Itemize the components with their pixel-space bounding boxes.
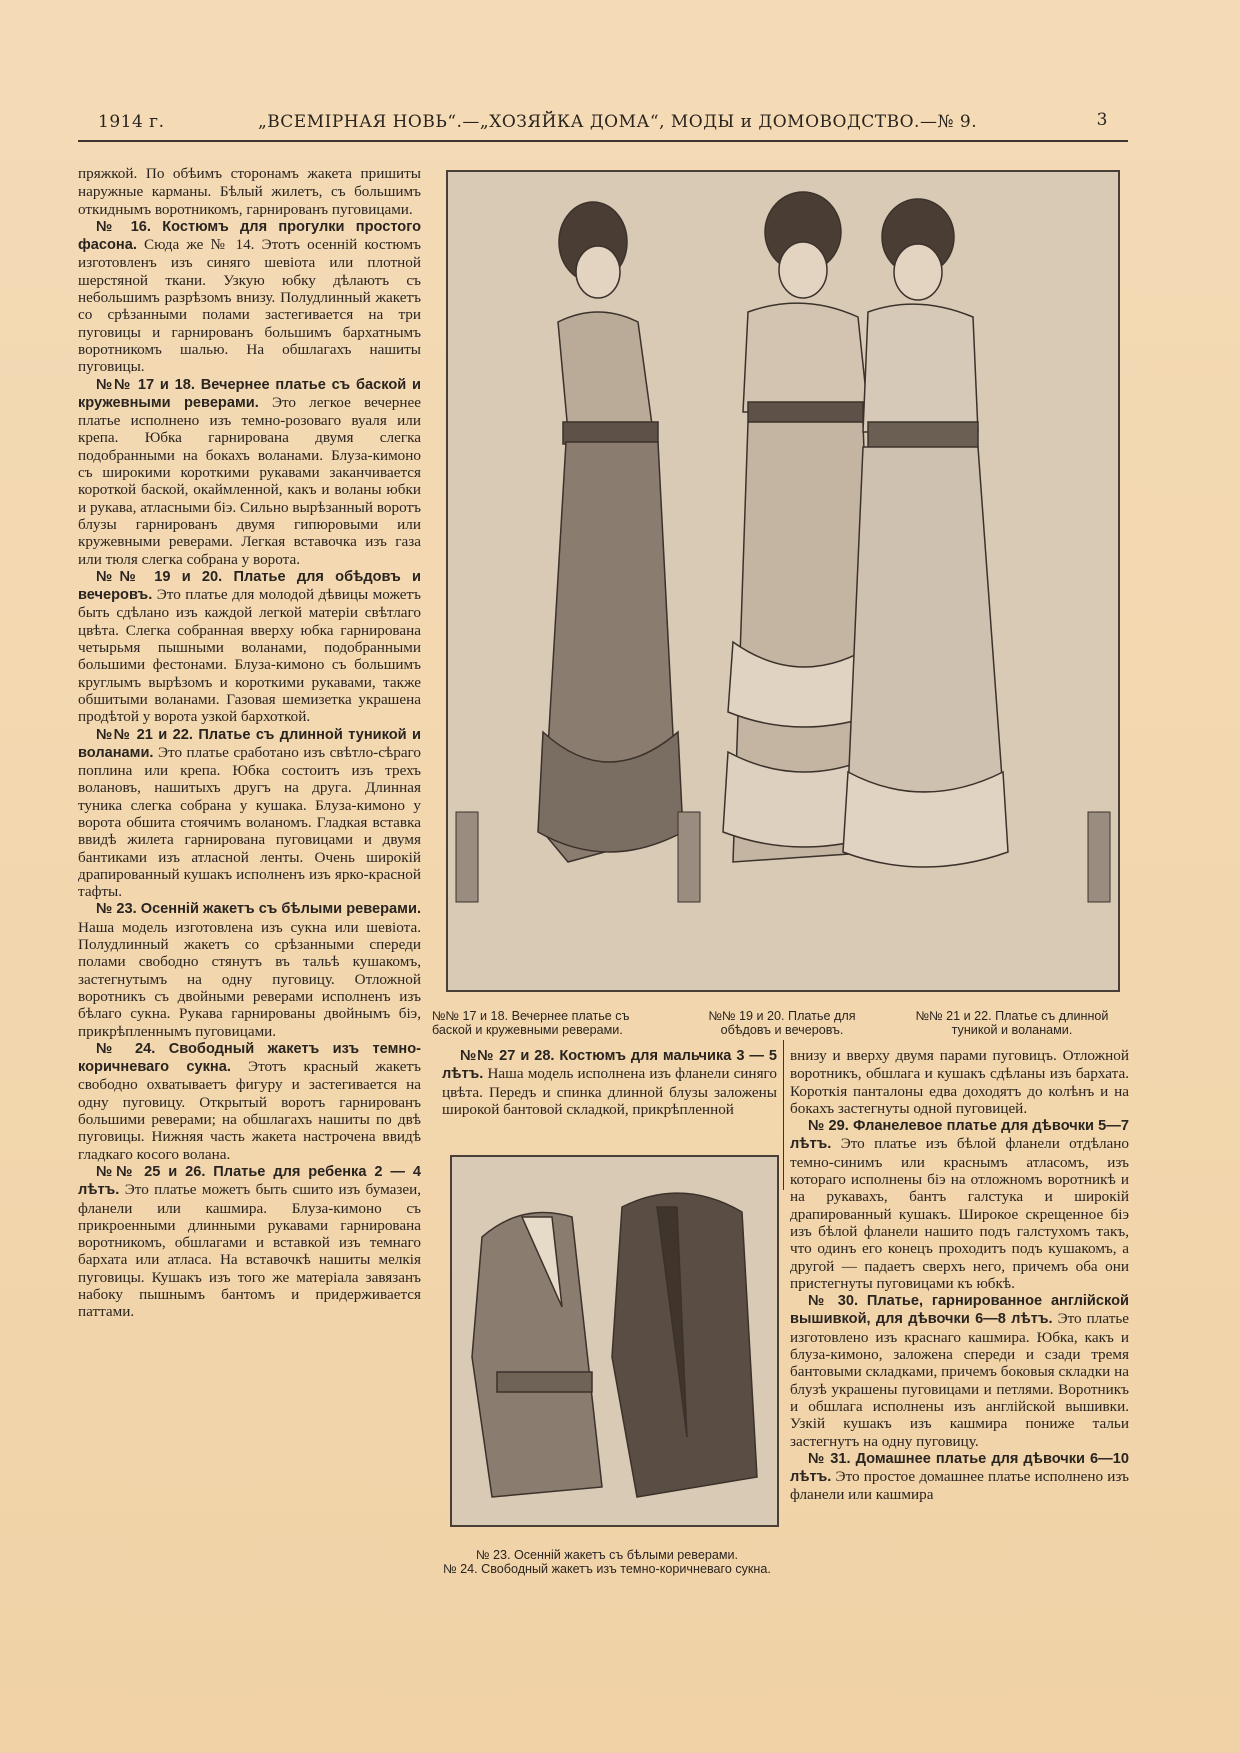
caption-23-line: № 23. Осенній жакетъ съ бѣлыми реверами. <box>475 1548 739 1562</box>
article-paragraph: №№ 19 и 20. Платье для обѣдовъ и вечеровъ. Это платье для молодой дѣвицы можетъ быть сдѣлано изъ каждой легкой матеріи свѣтлаго цвѣта. Слегка собранная вверху юбка гарнирована четырьмя пышными воланами, подобранными большими фестонами. Блуза-кимоно съ большимъ круглымъ вырѣзомъ и короткими рукавами, также обшитыми воланами. Газовая шемизетка украшена продѣтой у ворота узкой бархоткой. <box>78 568 421 726</box>
page-number: 3 <box>1096 110 1108 130</box>
page-header <box>78 108 1128 140</box>
column-divider <box>783 1040 784 1190</box>
article-paragraph: № 29. Фланелевое платье для дѣвочки 5—7 лѣтъ. Это платье изъ бѣлой фланели отдѣлано темно-синимъ или краснымъ атласомъ, изъ котораго исполнены біэ на отложномъ воротникѣ и на рукавахъ, бантъ галстука и широкій драпированный кушакъ. Широкое скрещенное біэ изъ бѣлой фланели нашито подъ галстухомъ такъ, что одинъ его конецъ проходитъ подъ кушакомъ, а другой — падаетъ сверхъ него, причемъ оба они пристегнуты пуговицами къ юбкѣ. <box>790 1118 1129 1292</box>
dresses-engraving <box>448 172 1118 990</box>
article-paragraph: № 30. Платье, гарнированное англійской вышивкой, для дѣвочки 6—8 лѣтъ. Это платье изготовлено изъ краснаго кашмира. Юбка, какъ и блуза-кимоно, заложена спереди и сзади тремя бантовыми складками, причемъ боковыя складки на блузѣ украшены пуговицами и петлями. Воротникъ и обшлага исполнены изъ англійской вышивки. Узкій кушакъ изъ кашмира пониже тальи застегнутъ на одну пуговицу. <box>790 1293 1130 1450</box>
article-paragraph: №№ 27 и 28. Костюмъ для мальчика 3 — 5 лѣтъ. Наша модель исполнена изъ фланели синяго цвѣта. Передъ и спинка длинной блузы заложены широкой бантовой складкой, прикрѣпленной <box>442 1048 777 1118</box>
caption-23-24 <box>432 1548 782 1576</box>
caption-17-18: №№ 17 и 18. Вечернее платье съ баской и кружевными реверами. <box>432 1009 630 1037</box>
header-rule <box>78 140 1128 142</box>
left-column <box>78 165 421 1321</box>
caption-24-line: № 24. Свободный жакетъ изъ темно-коричневаго сукна. <box>443 1562 771 1576</box>
jackets-illustration <box>450 1155 779 1527</box>
article-paragraph: №№ 21 и 22. Платье съ длинной туникой и воланами. Это платье сработано изъ свѣтло-сѣраго поплина или крепа. Юбка состоитъ изъ трехъ волановъ, нашитыхъ другъ на друга. Длинная туника слегка собрана у кушака. Блуза-кимоно у ворота обшита стоячимъ воланомъ. Гладкая вставка ввидѣ жилета гарнирована пуговицами и двумя бантиками изъ атласной ленты. Очень широкій драпированный кушакъ исполненъ изъ ярко-красной тафты. <box>78 726 422 901</box>
article-paragraph: №№ 17 и 18. Вечернее платье съ баской и кружевными реверами. Это легкое вечернее платье исполнено изъ темно-розоваго вуаля или крепа. Юбка гарнирована двумя слегка подобранными на бокахъ воланами. Блуза-кимоно съ широкими короткими рукавами заканчивается короткой баской, окаймленной, какъ и воланы юбки и рукава, атласными біэ. Сильно вырѣзанный воротъ блузы гарнированъ двумя гипюровыми или кружевными реверами. Легкая вставочка изъ газа или тюля слегка собрана у ворота. <box>78 376 422 568</box>
jackets-engraving <box>452 1157 777 1525</box>
article-paragraph: № 24. Свободный жакетъ изъ темно-коричневаго сукна. Этотъ красный жакетъ свободно охватываетъ фигуру и застегивается на одну пуговицу. Открытый воротъ гарнированъ большими реверами; на обшлагахъ нашиты по двѣ пуговицы. Нижняя часть жакета настрочена ввидѣ гладкаго косого волана. <box>78 1040 422 1163</box>
right-column <box>790 1047 1129 1504</box>
caption-19-20: №№ 19 и 20. Платье для обѣдовъ и вечеровъ. <box>708 1009 856 1037</box>
article-paragraph: № 16. Костюмъ для прогулки простого фасона. Сюда же № 14. Этотъ осенній костюмъ изготовленъ изъ синяго шевіота или плотной шерстяной ткани. Узкую юбку дѣлаютъ съ небольшимъ разрѣзомъ внизу. Полудлинный жакетъ со срѣзанными полами застегивается на три пуговицы и гарнированъ большимъ бархатнымъ воротникомъ шалью. На обшлагахъ нашиты пуговицы. <box>78 218 422 376</box>
evening-dresses-illustration <box>446 170 1120 992</box>
article-paragraph: №№ 25 и 26. Платье для ребенка 2 — 4 лѣтъ. Это платье можетъ быть сшито изъ бумазеи, фланели или кашмира. Блуза-кимоно съ прикроенными длинными рукавами гарнирована воротникомъ, обшлагами и вставкой изъ темнаго бархата или атласа. На вставочкѣ нашиты мелкія пуговицы. Кушакъ изъ того же матеріала завязанъ набоку пышнымъ бантомъ и придерживается паттами. <box>78 1163 422 1321</box>
jacket-24 <box>612 1193 757 1497</box>
middle-column <box>442 1047 777 1118</box>
article-paragraph: внизу и вверху двумя парами пуговицъ. Отложной воротникъ, обшлага и кушакъ сдѣланы изъ бархата. Короткія панталоны едва доходятъ до колѣнъ и на бокахъ застегнуты одной пуговицей. <box>790 1047 1129 1117</box>
article-paragraph: № 23. Осенній жакетъ съ бѣлыми реверами. Наша модель изготовлена изъ сукна или шевіота. Полудлинный жакетъ со срѣзанными спереди полами свободно стянутъ въ тальѣ кушакомъ, застегнутымъ на одну пуговицу. Отложной воротникъ съ двойными реверами исполненъ изъ бѣлаго сукна. Рукава гарнированы двойнымъ біэ, прикрѣпленнымъ пуговицами. <box>78 901 421 1040</box>
article-paragraph: пряжкой. По обѣимъ сторонамъ жакета пришиты наружные карманы. Бѣлый жилетъ, съ большимъ откиднымъ воротникомъ, гарнированъ пуговицами. <box>78 165 421 218</box>
article-paragraph: № 31. Домашнее платье для дѣвочки 6—10 лѣтъ. Это простое домашнее платье исполнено изъ фланели или кашмира <box>790 1450 1130 1504</box>
header-year: 1914 г. <box>98 112 165 132</box>
caption-21-22: №№ 21 и 22. Платье съ длинной туникой и воланами. <box>915 1009 1109 1037</box>
header-title: „ВСЕМIРНАЯ НОВЬ“.—„ХОЗЯЙКА ДОМА“, МОДЫ и ДОМОВОДСТВО.—№ 9. <box>258 112 978 132</box>
